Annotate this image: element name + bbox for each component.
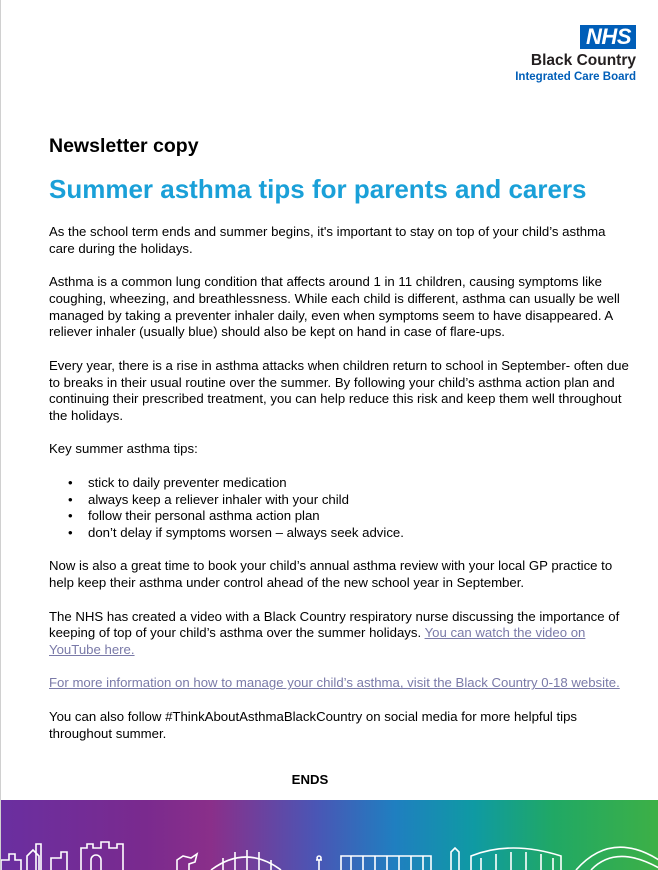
list-item: • don’t delay if symptoms worsen – always seek advice. — [88, 525, 629, 542]
list-item: • follow their personal asthma action plan — [88, 508, 629, 525]
list-item: • always keep a reliever inhaler with your child — [88, 492, 629, 509]
tips-list — [49, 475, 629, 542]
paragraph-social-media: You can also follow #ThinkAboutAsthmaBlackCountry on social media for more helpful tips throughout summer. — [49, 708, 578, 741]
paragraph-more-info — [49, 675, 629, 692]
black-country-website-link[interactable]: For more information on how to manage your child’s asthma, visit the Black Country 0-18 website. — [49, 675, 620, 691]
skyline-illustration — [1, 830, 658, 870]
paragraph-tips-intro: Key summer asthma tips: — [49, 441, 198, 457]
paragraph-intro: As the school term ends and summer begins, it's important to stay on top of your child’s asthma care during the holidays. — [49, 224, 606, 256]
article-body — [49, 224, 629, 759]
skyline-banner — [1, 800, 658, 870]
nhs-black-country-logo — [515, 25, 636, 84]
nhs-logo-mark: NHS — [580, 25, 636, 49]
ends-marker: ENDS — [291, 772, 329, 787]
document-label: Newsletter copy — [49, 135, 199, 157]
org-subtitle: Integrated Care Board — [515, 71, 636, 83]
org-name: Black Country — [530, 52, 636, 69]
article-headline: Summer asthma tips for parents and carers — [49, 174, 587, 204]
youtube-video-link[interactable]: You can watch the video on YouTube here. — [49, 625, 586, 658]
paragraph-video — [49, 609, 629, 659]
list-item: • stick to daily preventer medication — [88, 475, 629, 492]
video-text: The NHS has created a video with a Black Country respiratory nurse discussing the importance of keeping of top of your child’s asthma over the summer holidays. — [49, 608, 620, 641]
paragraph-annual-review: Now is also a great time to book your child’s annual asthma review with your local GP practice to help keep their asthma under control ahead of the new school year in September. — [49, 558, 613, 591]
paragraph-september-rise: Every year, there is a rise in asthma attacks when children return to school in September- often due to breaks in their usual routine over the summer. By following your child’s asthma action plan and continuing their prescribed treatment, you can help reduce this risk and keep them well throughout the holidays. — [49, 357, 629, 424]
paragraph-asthma-overview: Asthma is a common lung condition that affects around 1 in 11 children, causing symptoms like coughing, wheezing, and breathlessness. While each child is different, asthma can usually be well managed by taking a preventer inhaler daily, even when symptoms seem to have disappeared. A reliever inhaler (usually blue) should also be kept on hand in case of flare-ups. — [49, 274, 620, 340]
